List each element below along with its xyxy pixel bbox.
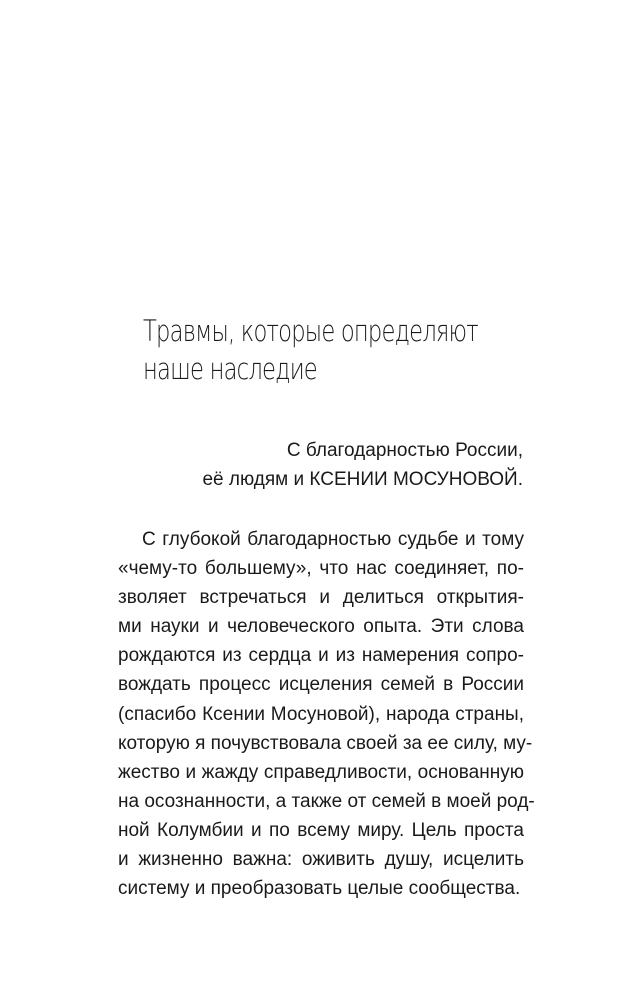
chapter-title-line: наше наследие <box>143 352 317 386</box>
paragraph-line: которую я почувствовала своей за ее силу, му- <box>118 732 533 754</box>
paragraph-line: С глубокой благодарностью судьбе и тому <box>142 529 524 550</box>
paragraph-line: «чему-то большему», что нас соединяет, по- <box>118 558 524 580</box>
paragraph-line: (спасибо Ксении Мосуновой), народа страны, <box>118 703 524 725</box>
paragraph-line: и жизненно важна: оживить душу, исцелить <box>118 849 524 871</box>
paragraph-line: рождаются из сердца и из намерения сопро- <box>118 645 524 667</box>
dedication-line: её людям и КСЕНИИ МОСУНОВОЙ. <box>202 469 523 490</box>
chapter-title-line: Травмы, которые определяют <box>143 314 478 348</box>
body-paragraph <box>118 525 535 903</box>
paragraph-line: жество и жажду справедливости, основанную <box>118 761 524 783</box>
paragraph-line: на осознанности, а также от семей в моей род- <box>118 790 535 812</box>
dedication <box>202 436 523 494</box>
paragraph-line: ми науки и человеческого опыта. Эти слова <box>118 616 524 638</box>
paragraph-line: вождать процесс исцеления семей в России <box>118 674 524 696</box>
dedication-line: С благодарностью России, <box>286 440 523 461</box>
paragraph-line: систему и преобразовать целые сообщества. <box>118 878 521 900</box>
paragraph-line: ной Колумбии и по всему миру. Цель проста <box>118 819 524 841</box>
paragraph-line: зволяет встречаться и делиться открытия- <box>118 587 524 609</box>
chapter-title <box>143 312 478 388</box>
